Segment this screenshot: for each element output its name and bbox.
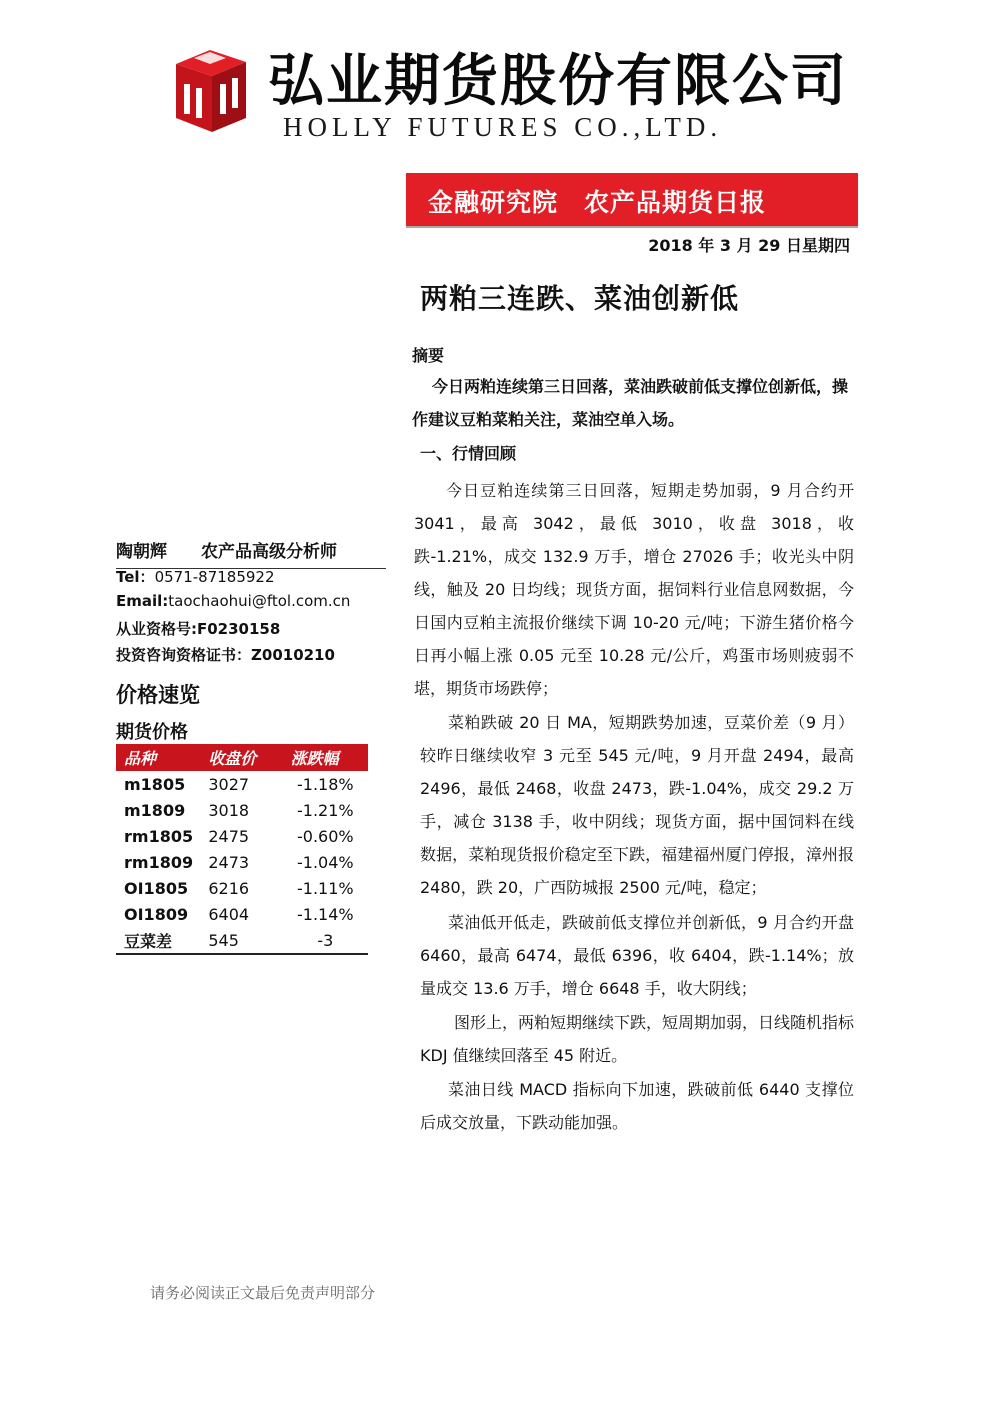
paragraph-technical-oil: 菜油日线 MACD 指标向下加速，跌破前低 6440 支撑位后成交放量，下跌动能加强。: [420, 1080, 854, 1132]
close-cell: 2475: [208, 826, 250, 846]
close-cell: 6404: [208, 904, 250, 924]
contract-cell: OI1805: [124, 878, 189, 898]
analyst-name: 陶朝辉: [116, 542, 167, 562]
futures-price-table: [116, 744, 368, 955]
close-cell: 545: [208, 930, 239, 950]
section-heading: 一、行情回顾: [420, 444, 517, 463]
analyst-email: [116, 592, 350, 610]
close-cell: 3018: [208, 800, 250, 820]
analyst-header: [116, 537, 386, 569]
change-cell: -3: [317, 930, 334, 950]
abstract-text: 今日两粕连续第三日回落，菜油跌破前低支撑位创新低，操作建议豆粕菜粕关注，菜油空单入场。: [412, 377, 849, 429]
email-value[interactable]: taochaohui@ftol.com.cn: [168, 592, 351, 610]
table-header-row: [116, 744, 368, 771]
table-row: [116, 875, 368, 901]
contract-cell: m1805: [124, 774, 186, 794]
price-overview-title: 价格速览: [116, 683, 200, 707]
paragraph-technical-meals: 图形上，两粕短期继续下跌，短周期加弱，日线随机指标 KDJ 值继续回落至 45 附近。: [420, 1013, 855, 1065]
change-cell: -1.21%: [297, 800, 354, 820]
consulting-certificate: 投资咨询资格证书：Z0010210: [116, 646, 335, 664]
report-title: 两粕三连跌、菜油创新低: [420, 282, 740, 315]
tel-label: Tel：: [116, 568, 155, 586]
contract-cell: OI1809: [124, 904, 189, 924]
contract-cell: m1809: [124, 800, 186, 820]
disclaimer-note: 请务必阅读正文最后免责声明部分: [150, 1284, 376, 1302]
table-row: [116, 927, 368, 954]
contract-cell: rm1805: [124, 826, 194, 846]
table-row: [116, 849, 368, 875]
close-cell: 3027: [208, 774, 250, 794]
analyst-role: 农产品高级分析师: [201, 542, 337, 562]
change-cell: -1.11%: [297, 878, 354, 898]
change-cell: -1.04%: [297, 852, 354, 872]
report-banner: [406, 173, 858, 228]
column-header: 品种: [116, 744, 200, 771]
tel-value: 0571-87185922: [154, 568, 275, 586]
abstract-heading: 摘要: [412, 346, 445, 365]
paragraph-rapeseed-oil: 菜油低开低走，跌破前低支撑位并创新低，9 月合约开盘 6460，最高 6474，最低 6396，收 6404，跌-1.14%；放量成交 13.6 万手，增仓 6648 手，收大阴线；: [420, 913, 854, 998]
company-logo-icon: [170, 48, 250, 134]
banner-title: 金融研究院 农产品期货日报: [428, 188, 767, 217]
change-cell: -0.60%: [297, 826, 354, 846]
column-header: 涨跌幅: [283, 744, 368, 771]
change-cell: -1.18%: [297, 774, 354, 794]
contract-cell: 豆菜差: [124, 931, 173, 951]
table-row: [116, 771, 368, 797]
change-cell: -1.14%: [297, 904, 354, 924]
paragraph-rapeseed-meal: 菜粕跌破 20 日 MA，短期跌势加速，豆菜价差（9 月）较昨日继续收窄 3 元至 545 元/吨，9 月开盘 2494，最高 2496，最低 2468，收盘 2473，跌-1.04%，成交 29.2 万手，减仓 3138 手，收中阴线；现货方面，据中国饲料在线数据，菜粕现货报价稳定至下跌，福建福州厦门停报，漳州报 2480，跌 20，广西防城报 2500 元/吨，稳定；: [420, 713, 854, 897]
analyst-tel: [116, 566, 275, 587]
qualification-number: 从业资格号:F0230158: [116, 620, 281, 638]
close-cell: 2473: [208, 852, 250, 872]
futures-price-title: 期货价格: [116, 722, 188, 743]
email-label: Email:: [116, 592, 169, 610]
contract-cell: rm1809: [124, 852, 194, 872]
table-row: [116, 823, 368, 849]
table-row: [116, 797, 368, 823]
paragraph-soymeal: 今日豆粕连续第三日回落，短期走势加弱，9 月合约开 3041，最高 3042，最低 3010，收盘 3018，收跌-1.21%，成交 132.9 万手，增仓 27026 手；收光头中阴线，触及 20 日均线；现货方面，据饲料行业信息网数据，今日国内豆粕主流报价继续下调 10-20 元/吨；下游生猪价格今日再小幅上涨 0.05 元至 10.28 元/公斤，鸡蛋市场则疲弱不堪，期货市场跌停；: [414, 481, 854, 698]
column-header: 收盘价: [200, 744, 282, 771]
table-row: [116, 901, 368, 927]
close-cell: 6216: [208, 878, 250, 898]
company-name-cn: 弘业期货股份有限公司: [268, 48, 848, 114]
report-date: 2018 年 3 月 29 日星期四: [648, 236, 850, 255]
company-name-en: HOLLY FUTURES CO.,LTD.: [283, 112, 723, 142]
